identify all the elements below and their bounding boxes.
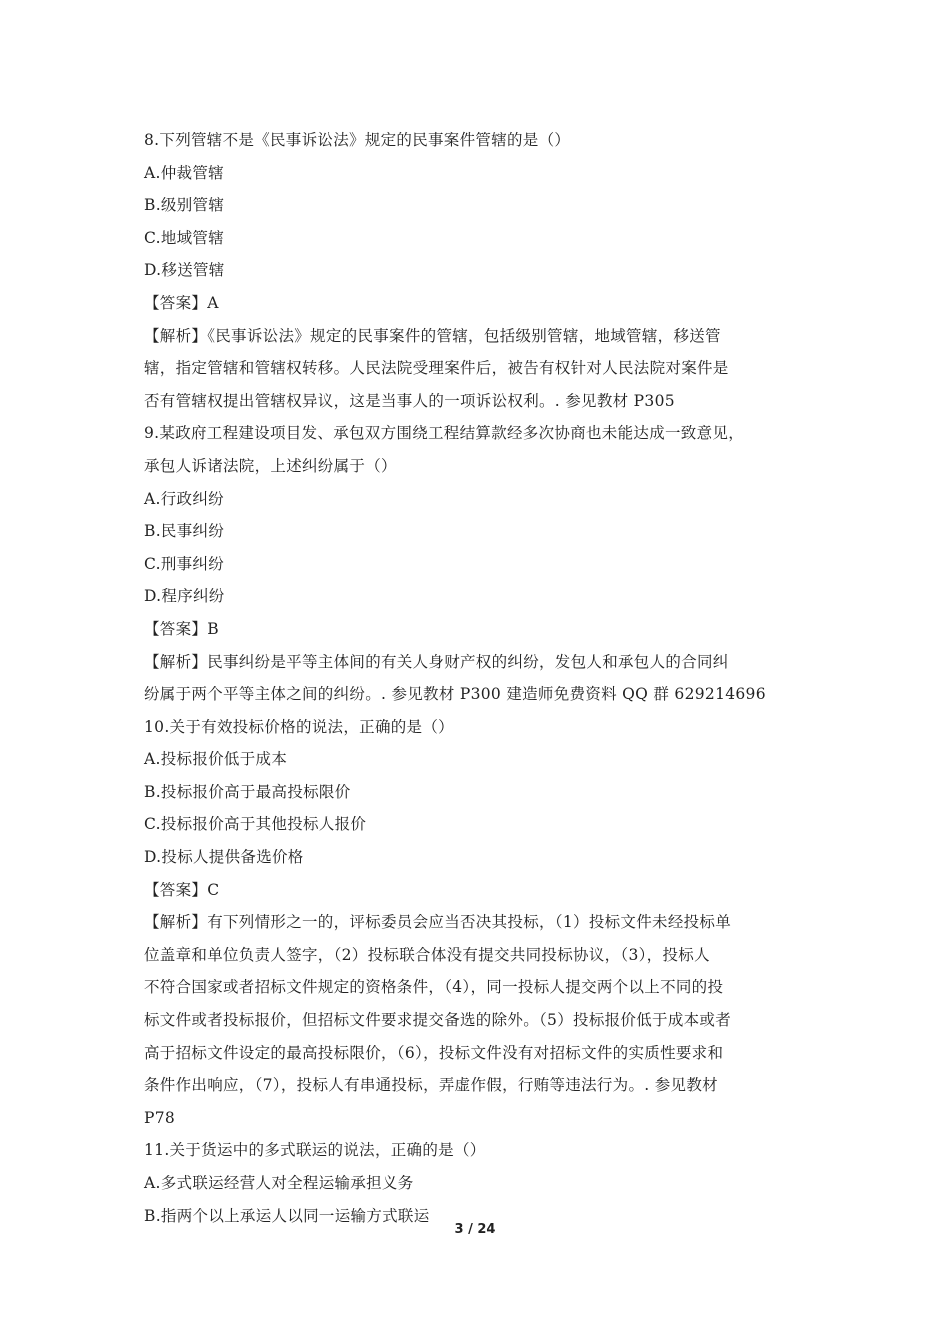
analysis-line: 标文件或者投标报价，但招标文件要求提交备选的除外。（5）投标报价低于成本或者	[144, 1011, 732, 1030]
analysis-line: 条件作出响应，（7），投标人有串通投标，弄虚作假，行贿等违法行为。. 参见教材	[144, 1076, 718, 1095]
option-d: D.移送管辖	[144, 261, 225, 280]
option-b: B.级别管辖	[144, 196, 225, 215]
analysis	[144, 646, 808, 711]
question-stem: 9.某政府工程建设项目发、承包双方围绕工程结算款经多次协商也未能达成一致意见，	[144, 424, 744, 443]
option-b: B.民事纠纷	[144, 522, 225, 541]
option-b: B.投标报价高于最高投标限价	[144, 782, 351, 801]
option-a: A.仲裁管辖	[144, 163, 224, 182]
analysis	[144, 320, 808, 418]
question-stem: 10.关于有效投标价格的说法，正确的是（）	[144, 717, 454, 736]
question-stem: 11.关于货运中的多式联运的说法，正确的是（）	[144, 1141, 486, 1160]
option-c: C.投标报价高于其他投标人报价	[144, 815, 367, 834]
analysis-line: 高于招标文件设定的最高投标限价，（6），投标文件没有对招标文件的实质性要求和	[144, 1043, 724, 1062]
analysis-line: 纷属于两个平等主体之间的纠纷。. 参见教材 P300 建造师免费资料 QQ 群 629214696	[144, 685, 766, 704]
question-8	[144, 124, 808, 417]
analysis-line: 辖，指定管辖和管辖权转移。人民法院受理案件后，被告有权针对人民法院对案件是	[144, 359, 729, 378]
question-stem: 承包人诉诸法院，上述纠纷属于（）	[144, 456, 397, 475]
analysis-line: 位盖章和单位负责人签字，（2）投标联合体没有提交共同投标协议，（3），投标人	[144, 945, 710, 964]
answer: 【答案】C	[144, 880, 220, 899]
analysis-line: 否有管辖权提出管辖权异议，这是当事人的一项诉讼权利。. 参见教材 P305	[144, 391, 675, 410]
analysis-line: P78	[144, 1108, 176, 1127]
analysis-line: 【解析】《民事诉讼法》规定的民事案件的管辖，包括级别管辖，地域管辖，移送管	[144, 326, 721, 345]
answer: 【答案】A	[144, 293, 219, 312]
analysis-line: 【解析】有下列情形之一的，评标委员会应当否决其投标，（1）投标文件未经投标单	[144, 913, 732, 932]
document-body	[144, 124, 808, 1232]
question-10	[144, 711, 808, 1135]
answer: 【答案】B	[144, 619, 219, 638]
analysis-line: 不符合国家或者招标文件规定的资格条件，（4），同一投标人提交两个以上不同的投	[144, 978, 724, 997]
option-a: A.投标报价低于成本	[144, 750, 288, 769]
question-stem: 8.下列管辖不是《民事诉讼法》规定的民事案件管辖的是（）	[144, 131, 571, 149]
analysis	[144, 906, 808, 1134]
option-a: A.行政纠纷	[144, 489, 224, 508]
option-c: C.地域管辖	[144, 228, 225, 247]
question-11	[144, 1134, 808, 1232]
option-b: B.指两个以上承运人以同一运输方式联运	[144, 1206, 430, 1225]
question-9	[144, 417, 808, 710]
option-c: C.刑事纠纷	[144, 554, 225, 573]
option-a: A.多式联运经营人对全程运输承担义务	[144, 1174, 414, 1192]
page-number: 3 / 24	[454, 1222, 496, 1237]
option-d: D.程序纠纷	[144, 587, 225, 606]
analysis-line: 【解析】民事纠纷是平等主体间的有关人身财产权的纠纷，发包人和承包人的合同纠	[144, 652, 729, 671]
option-d: D.投标人提供备选价格	[144, 848, 304, 867]
